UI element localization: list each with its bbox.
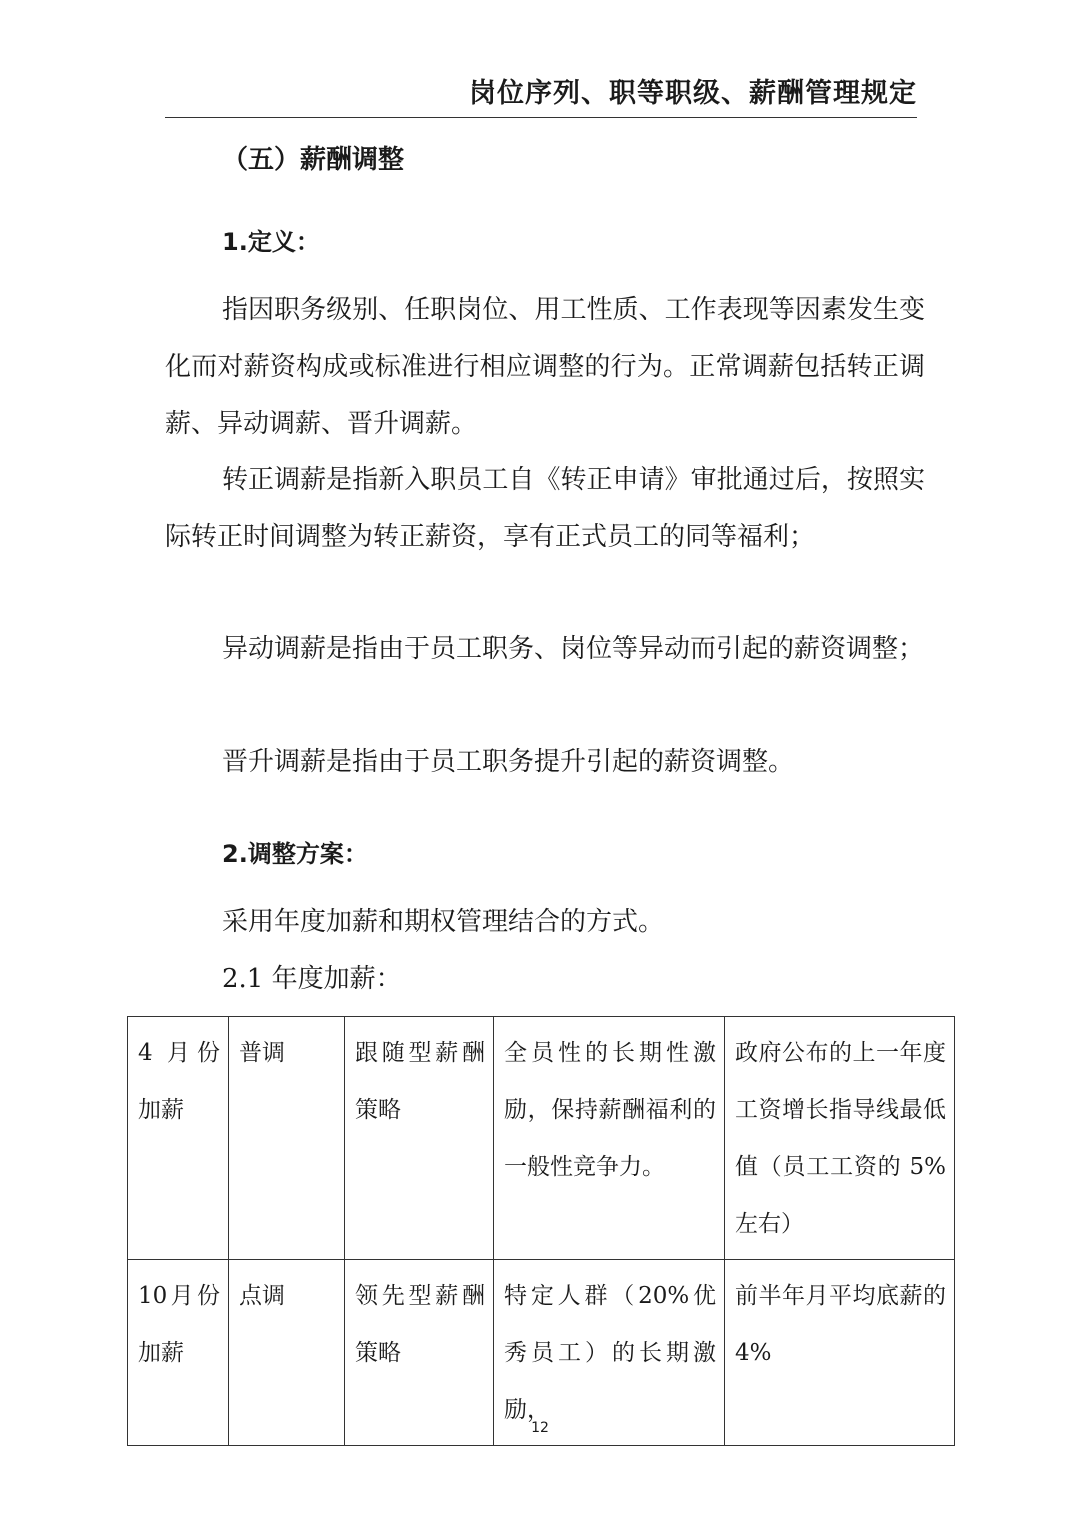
table-cell-strategy: 跟随型薪酬策略 [345, 1017, 494, 1260]
definition-heading: 1.定义： [222, 228, 320, 256]
probation-raise-paragraph: 转正调薪是指新入职员工自《转正申请》审批通过后，按照实际转正时间调整为转正薪资，享有正式员工的同等福利； [165, 465, 925, 552]
document-header-title: 岗位序列、职等职级、薪酬管理规定 [469, 78, 917, 109]
transfer-raise-paragraph: 异动调薪是指由于员工职务、岗位等异动而引起的薪资调整； [222, 634, 925, 664]
table-cell-timing: 4 月份加薪 [128, 1017, 229, 1260]
table-cell-strategy: 领先型薪酬策略 [345, 1260, 494, 1446]
plan-heading: 2.调整方案： [222, 840, 368, 868]
table-cell-timing: 10月份加薪 [128, 1260, 229, 1446]
table-cell-standard: 前半年月平均底薪的 4% [725, 1260, 955, 1446]
annual-raise-table [127, 1016, 955, 1446]
promotion-raise-paragraph: 晋升调薪是指由于员工职务提升引起的薪资调整。 [222, 747, 795, 777]
section-title: （五）薪酬调整 [222, 145, 405, 175]
annual-raise-subheading: 2.1 年度加薪： [222, 964, 402, 994]
definition-paragraph: 指因职务级别、任职岗位、用工性质、工作表现等因素发生变化而对薪资构成或标准进行相应调整的行为。正常调薪包括转正调薪、异动调薪、晋升调薪。 [165, 295, 925, 439]
table-row [128, 1017, 955, 1260]
table-cell-standard: 政府公布的上一年度工资增长指导线最低值（员工工资的 5%左右） [725, 1017, 955, 1260]
header-divider [165, 117, 917, 118]
table-cell-purpose: 全员性的长期性激励，保持薪酬福利的一般性竞争力。 [494, 1017, 725, 1260]
page-number: 12 [531, 1420, 549, 1436]
plan-intro: 采用年度加薪和期权管理结合的方式。 [222, 907, 665, 937]
table-cell-type: 点调 [229, 1260, 345, 1446]
table-cell-purpose: 特定人群（20%优秀员工）的长期激励， [494, 1260, 725, 1446]
table-cell-type: 普调 [229, 1017, 345, 1260]
